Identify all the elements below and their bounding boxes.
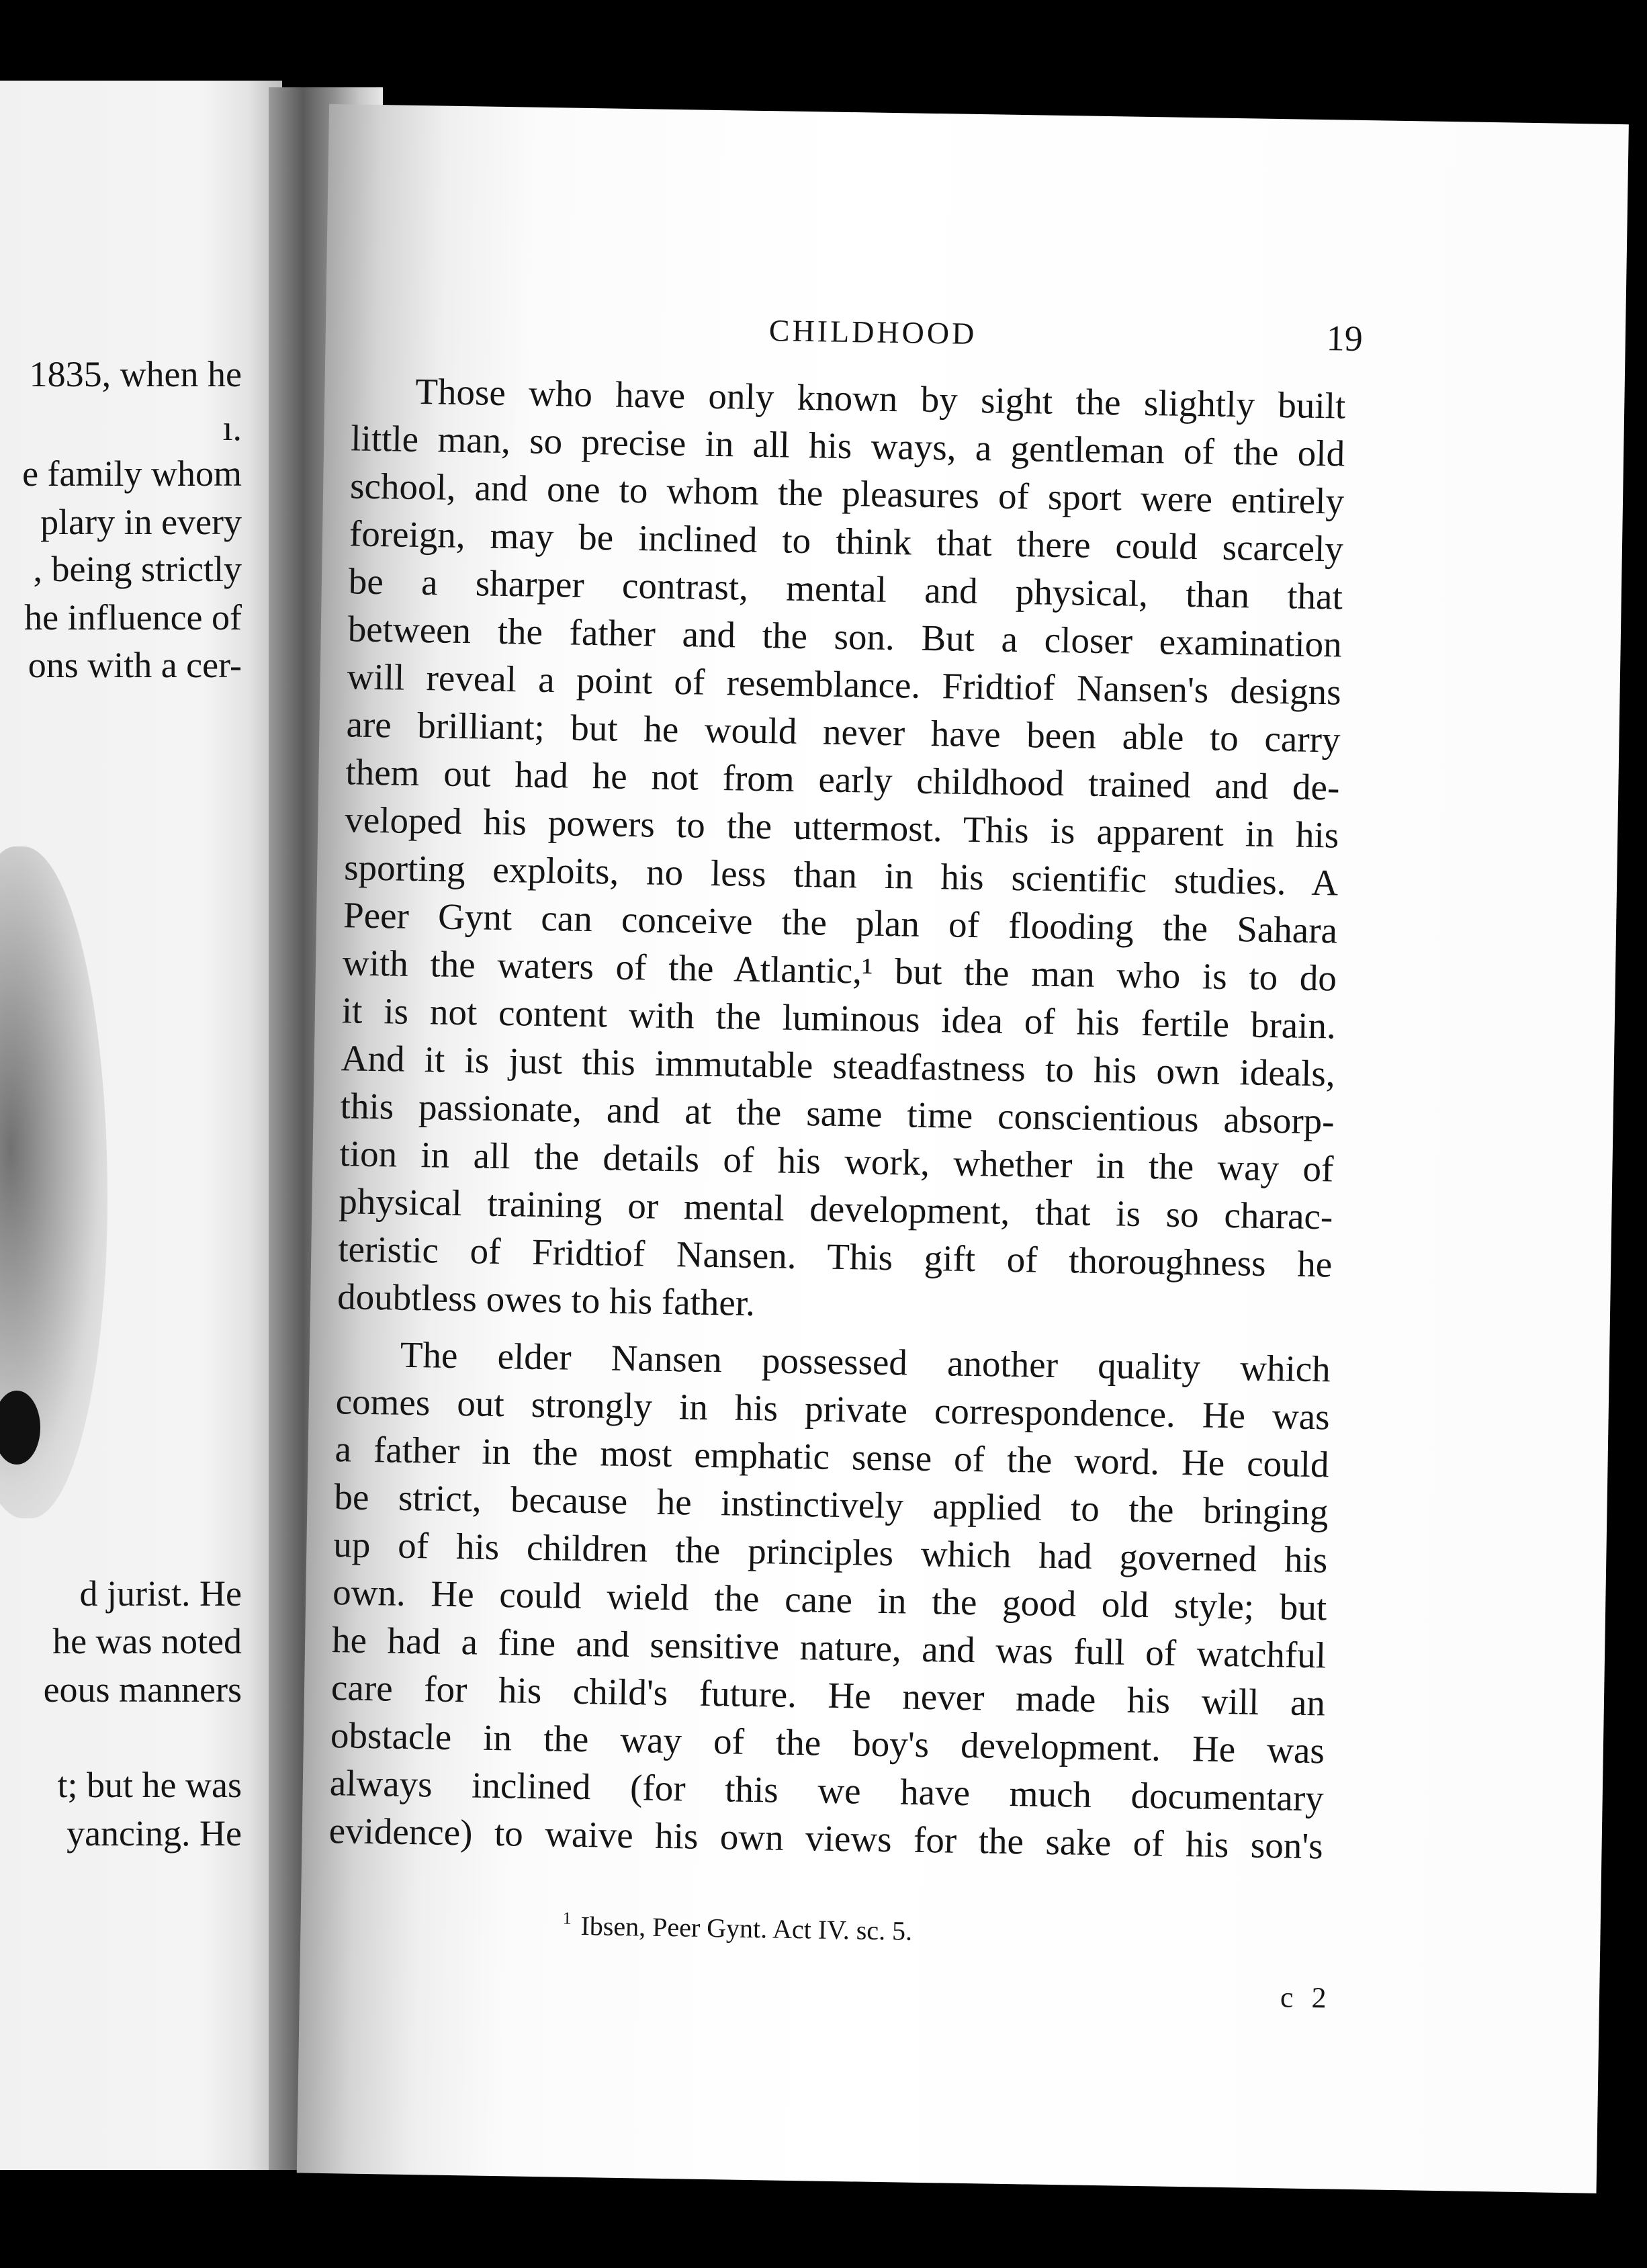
text-line: are brilliant; but he would never have been able to carry — [346, 703, 1341, 760]
text-line: veloped his powers to the uttermost. This is apparent in his — [344, 799, 1339, 856]
left-page-line: he influence of — [24, 597, 242, 638]
left-page-line: eous manners — [43, 1669, 242, 1710]
text-line: obstacle in the way of the boy's development. He was — [330, 1714, 1325, 1772]
left-page-line: ons with a cer- — [28, 645, 242, 685]
text-line: with the waters of the Atlantic,¹ but the man who is to do — [342, 942, 1337, 999]
text-line: up of his children the principles which had governed his — [332, 1524, 1328, 1581]
text-line: always inclined (for this we have much documentary — [329, 1762, 1325, 1819]
text-line: this passionate, and at the same time conscientious absorp- — [340, 1085, 1335, 1142]
right-book-page — [297, 104, 1629, 2193]
signature-mark: c 2 — [1280, 1980, 1332, 2015]
text-line: he had a fine and sensitive nature, and was full of watchful — [331, 1619, 1327, 1676]
text-line: sporting exploits, no less than in his scientific studies. A — [343, 846, 1339, 904]
text-line: The elder Nansen possessed another quality which — [400, 1334, 1331, 1390]
text-line: physical training or mental development, that is so charac- — [338, 1180, 1333, 1237]
page-header — [325, 306, 1626, 373]
text-line: care for his child's future. He never made his will an — [330, 1667, 1326, 1724]
footnote-marker: 1 — [562, 1908, 572, 1928]
text-line: will reveal a point of resemblance. Fridtiof Nansen's designs — [347, 656, 1342, 713]
text-line: own. He could wield the cane in the good old style; but — [332, 1571, 1327, 1628]
paragraph — [337, 366, 1346, 1336]
text-line: school, and one to whom the pleasures of sport were entirely — [349, 465, 1345, 522]
text-line: be a sharper contrast, mental and physical, than that — [348, 560, 1343, 617]
left-page-line: ı. — [222, 408, 242, 448]
page-number: 19 — [1326, 318, 1364, 359]
left-page-line: plary in every — [40, 502, 242, 542]
text-line: little man, so precise in all his ways, a gentleman of the old — [350, 417, 1345, 474]
text-line: them out had he not from early childhood trained and de- — [345, 751, 1340, 808]
text-line: be strict, because he instinctively applied to the bringing — [334, 1476, 1329, 1533]
text-line: comes out strongly in his private correspondence. He was — [335, 1381, 1331, 1438]
text-line: doubtless owes to his father. — [337, 1276, 756, 1323]
text-line: it is not content with the luminous idea of his fertile brain. — [341, 990, 1337, 1047]
text-line: a father in the most emphatic sense of the word. He could — [335, 1428, 1329, 1485]
text-line: tion in all the details of his work, whether in the way of — [339, 1133, 1334, 1190]
text-line: between the father and the son. But a closer examination — [347, 608, 1343, 665]
left-page-line: he was noted — [52, 1621, 242, 1661]
left-page-line: 1835, when he — [29, 354, 242, 394]
left-page-line: yancing. He — [66, 1813, 242, 1853]
left-page-line: d jurist. He — [79, 1573, 242, 1614]
left-page-line: , being strictly — [33, 549, 242, 589]
text-line: Peer Gynt can conceive the plan of flooding the Sahara — [343, 894, 1338, 951]
left-page-line: e family whom — [22, 453, 242, 494]
left-page-line: t; but he was — [57, 1765, 242, 1805]
footnote-text: Ibsen, Peer Gynt. Act IV. sc. 5. — [580, 1911, 913, 1946]
running-head: CHILDHOOD — [768, 313, 977, 351]
text-line: Those who have only known by sight the slightly built — [414, 370, 1346, 427]
text-line: And it is just this immutable steadfastness to his own ideals, — [341, 1037, 1336, 1094]
text-line: teristic of Fridtiof Nansen. This gift of thoroughness he — [337, 1228, 1333, 1285]
paragraph — [328, 1329, 1331, 1870]
left-facing-page — [0, 81, 282, 2170]
body-text — [328, 366, 1346, 1870]
text-line: evidence) to waive his own views for the sake of his son's — [328, 1810, 1324, 1867]
footnote — [562, 1909, 912, 1947]
text-line: foreign, may be inclined to think that there could scarcely — [349, 513, 1344, 570]
